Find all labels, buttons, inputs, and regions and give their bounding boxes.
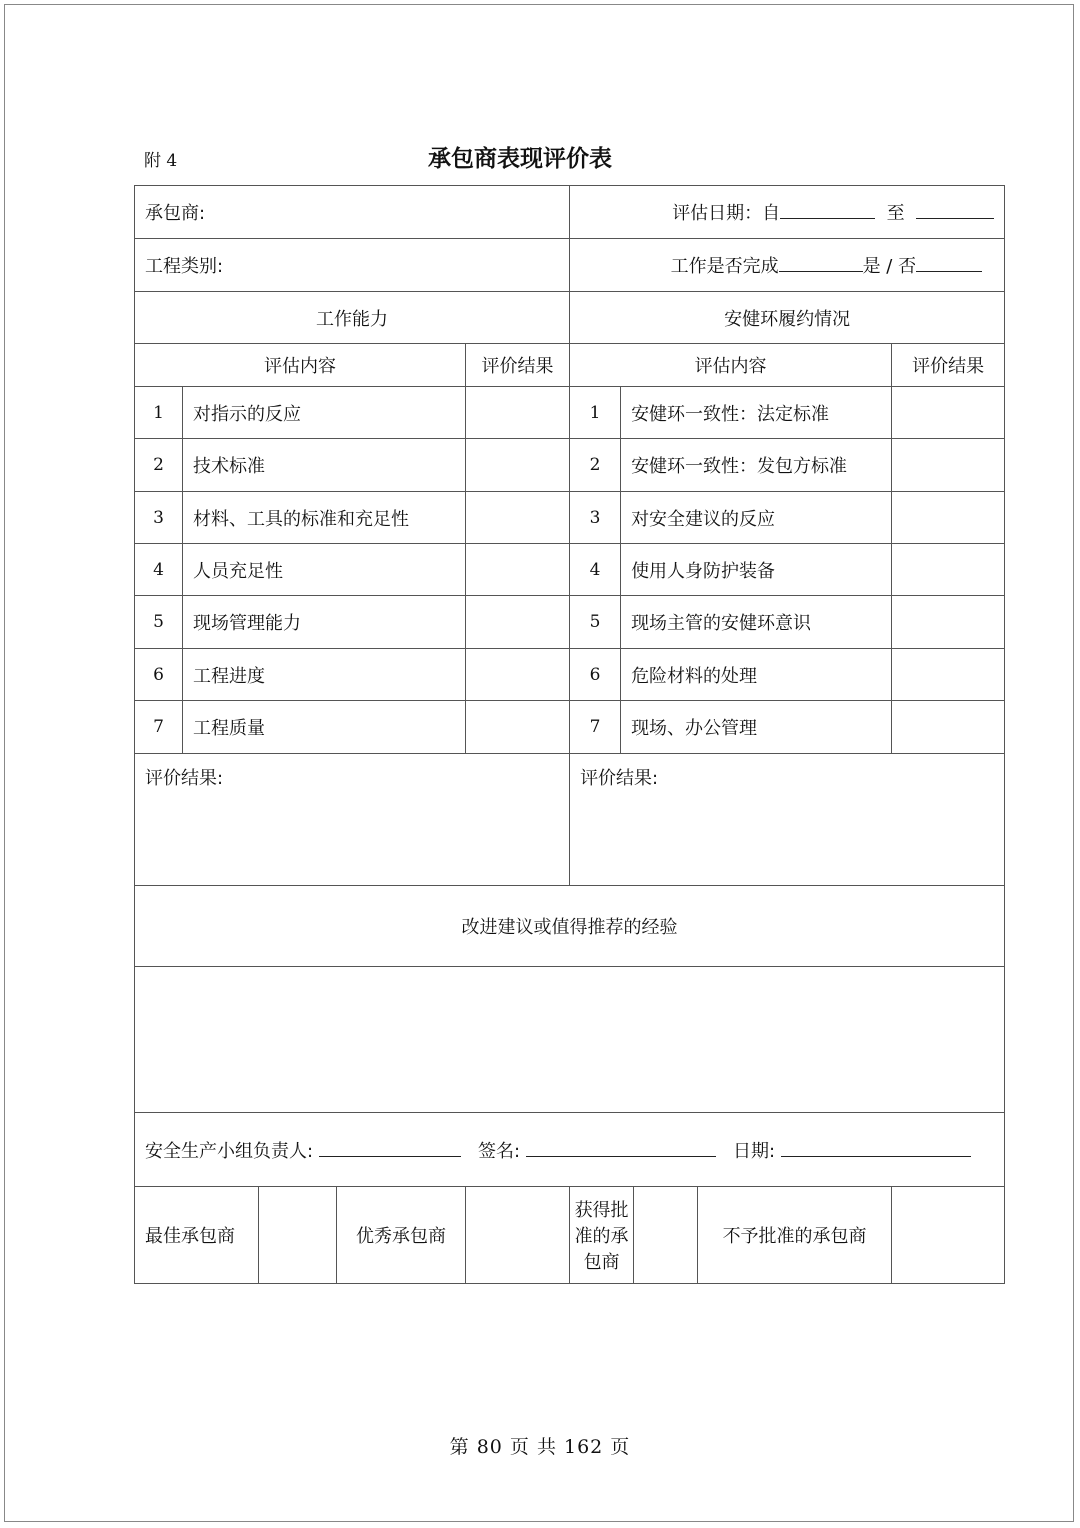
signature-blank[interactable] bbox=[526, 1138, 716, 1157]
category-approved-checkbox[interactable] bbox=[634, 1187, 698, 1284]
right-item-text: 安健环一致性：法定标准 bbox=[621, 387, 892, 439]
left-item-text: 工程质量 bbox=[183, 701, 466, 754]
page-footer: 第 80 页 共 162 页 bbox=[449, 1436, 631, 1458]
left-item-text: 现场管理能力 bbox=[183, 596, 466, 649]
left-item-number: 5 bbox=[135, 596, 183, 649]
left-result-cell[interactable] bbox=[466, 492, 570, 544]
category-excellent-checkbox[interactable] bbox=[466, 1187, 570, 1284]
right-item-number: 6 bbox=[570, 649, 621, 701]
right-item-number: 4 bbox=[570, 544, 621, 596]
category-rejected: 不予批准的承包商 bbox=[698, 1187, 892, 1284]
eval-date-to-blank[interactable] bbox=[916, 200, 994, 219]
left-result-area[interactable] bbox=[135, 754, 570, 886]
eval-date-label: 评估日期：自 bbox=[672, 203, 781, 224]
right-item-text: 现场主管的安健环意识 bbox=[621, 596, 892, 649]
eval-date-to-label: 至 bbox=[886, 203, 905, 224]
right-result-cell[interactable] bbox=[892, 596, 1005, 649]
right-result-cell[interactable] bbox=[892, 701, 1005, 754]
right-item-number: 5 bbox=[570, 596, 621, 649]
left-item-number: 6 bbox=[135, 649, 183, 701]
right-item-number: 2 bbox=[570, 439, 621, 492]
left-result-cell[interactable] bbox=[466, 701, 570, 754]
left-result-cell[interactable] bbox=[466, 544, 570, 596]
category-excellent: 优秀承包商 bbox=[337, 1187, 466, 1284]
yes-no-label: 是 / 否 bbox=[862, 256, 917, 277]
category-best: 最佳承包商 bbox=[135, 1187, 259, 1284]
left-item-number: 1 bbox=[135, 387, 183, 439]
table-row bbox=[135, 544, 1005, 596]
left-content-header: 评估内容 bbox=[135, 344, 466, 387]
left-result-cell[interactable] bbox=[466, 649, 570, 701]
suggestion-heading: 改进建议或值得推荐的经验 bbox=[135, 886, 1005, 967]
project-type-label: 工程类别: bbox=[145, 256, 224, 277]
right-item-text: 对安全建议的反应 bbox=[621, 492, 892, 544]
form-title: 承包商表现评价表 bbox=[428, 146, 612, 172]
leader-blank[interactable] bbox=[319, 1138, 461, 1157]
signature-label: 签名: bbox=[477, 1140, 521, 1162]
right-item-text: 使用人身防护装备 bbox=[621, 544, 892, 596]
right-result-cell[interactable] bbox=[892, 544, 1005, 596]
right-result-header: 评价结果 bbox=[892, 344, 1005, 387]
signature-row bbox=[135, 1113, 1005, 1187]
right-item-text: 安健环一致性：发包方标准 bbox=[621, 439, 892, 492]
left-item-text: 人员充足性 bbox=[183, 544, 466, 596]
left-item-text: 工程进度 bbox=[183, 649, 466, 701]
leader-label: 安全生产小组负责人: bbox=[145, 1140, 314, 1162]
category-rejected-checkbox[interactable] bbox=[892, 1187, 1005, 1284]
work-complete-cell[interactable] bbox=[570, 239, 1005, 292]
section-hse-compliance: 安健环履约情况 bbox=[570, 292, 1005, 344]
work-complete-blank[interactable] bbox=[779, 253, 863, 272]
table-row bbox=[135, 439, 1005, 492]
left-result-label: 评价结果: bbox=[145, 768, 224, 789]
section-work-capability: 工作能力 bbox=[135, 292, 570, 344]
left-result-header: 评价结果 bbox=[466, 344, 570, 387]
left-result-cell[interactable] bbox=[466, 439, 570, 492]
category-best-checkbox[interactable] bbox=[259, 1187, 337, 1284]
project-type-cell[interactable] bbox=[135, 239, 570, 292]
suggestion-area[interactable] bbox=[135, 967, 1005, 1113]
left-item-number: 3 bbox=[135, 492, 183, 544]
category-approved: 获得批准的承包商 bbox=[570, 1187, 634, 1284]
right-result-cell[interactable] bbox=[892, 649, 1005, 701]
yes-no-blank[interactable] bbox=[916, 253, 982, 272]
table-row bbox=[135, 701, 1005, 754]
left-result-cell[interactable] bbox=[466, 596, 570, 649]
contractor-label: 承包商: bbox=[145, 203, 206, 224]
right-item-number: 3 bbox=[570, 492, 621, 544]
left-result-cell[interactable] bbox=[466, 387, 570, 439]
evaluation-form bbox=[134, 185, 1005, 1284]
right-result-cell[interactable] bbox=[892, 492, 1005, 544]
left-item-number: 7 bbox=[135, 701, 183, 754]
left-item-text: 材料、工具的标准和充足性 bbox=[183, 492, 466, 544]
eval-date-from-blank[interactable] bbox=[780, 200, 875, 219]
left-item-text: 对指示的反应 bbox=[183, 387, 466, 439]
date-label: 日期: bbox=[732, 1140, 776, 1162]
right-content-header: 评估内容 bbox=[570, 344, 892, 387]
right-result-label: 评价结果: bbox=[580, 768, 659, 789]
left-item-number: 4 bbox=[135, 544, 183, 596]
right-item-text: 现场、办公管理 bbox=[621, 701, 892, 754]
right-item-text: 危险材料的处理 bbox=[621, 649, 892, 701]
date-blank[interactable] bbox=[781, 1138, 971, 1157]
table-row bbox=[135, 387, 1005, 439]
left-item-number: 2 bbox=[135, 439, 183, 492]
category-row bbox=[135, 1187, 1005, 1284]
work-complete-label: 工作是否完成 bbox=[670, 256, 779, 277]
right-item-number: 7 bbox=[570, 701, 621, 754]
right-result-cell[interactable] bbox=[892, 387, 1005, 439]
right-item-number: 1 bbox=[570, 387, 621, 439]
contractor-cell[interactable] bbox=[135, 186, 570, 239]
right-result-cell[interactable] bbox=[892, 439, 1005, 492]
table-row bbox=[135, 596, 1005, 649]
eval-date-cell[interactable] bbox=[570, 186, 1005, 239]
table-row bbox=[135, 649, 1005, 701]
attachment-label: 附 4 bbox=[144, 151, 178, 171]
left-item-text: 技术标准 bbox=[183, 439, 466, 492]
right-result-area[interactable] bbox=[570, 754, 1005, 886]
table-row bbox=[135, 492, 1005, 544]
